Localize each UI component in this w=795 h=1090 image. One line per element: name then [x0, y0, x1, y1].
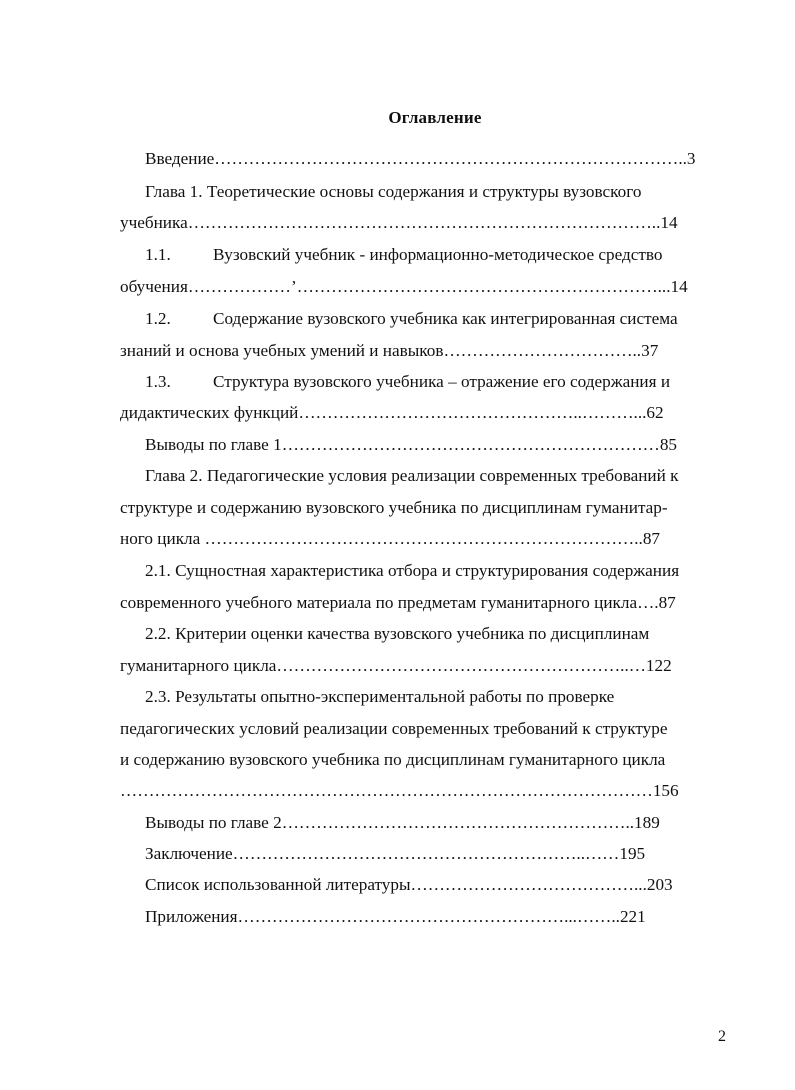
toc-entry-1-3-cont: дидактических функций…………………………………………..………...62 [120, 403, 664, 422]
toc-entry-2-2: 2.2. Критерии оценки качества вузовского учебника по дисциплинам [145, 624, 650, 643]
toc-entry-2-1: 2.1. Сущностная характеристика отбора и структурирования содержания [145, 561, 680, 580]
toc-entry-chapter-2: Глава 2. Педагогические условия реализации современных требований к [145, 466, 679, 485]
toc-entry-1-3-title: Структура вузовского учебника – отражение его содержания и [213, 372, 671, 391]
toc-entry-2-3: 2.3. Результаты опытно-экспериментальной работы по проверке [145, 687, 615, 706]
toc-entry-introduction: Введение………………………………………………………………………..3 [145, 149, 696, 168]
toc-entry-1-1-title: Вузовский учебник - информационно-методическое средство [213, 245, 663, 264]
toc-entry-appendices: Приложения…………………………………………………...……..221 [145, 907, 646, 926]
toc-entry-conclusions-1: Выводы по главе 1…………………………………………………………85 [145, 435, 678, 454]
toc-entry-1-1-cont: обучения………………’………………………………………………………...14 [120, 277, 688, 296]
toc-entry-1-2-title: Содержание вузовского учебника как интегрированная система [213, 309, 678, 328]
toc-entry-2-3-cont-2: и содержанию вузовского учебника по дисциплинам гуманитарного цикла [120, 750, 666, 769]
toc-entry-conclusions-2: Выводы по главе 2……………………………………………………..189 [145, 813, 660, 832]
toc-title: Оглавление [388, 108, 482, 127]
toc-entry-conclusion: Заключение……………………………………………………..……195 [145, 844, 646, 863]
toc-entry-2-3-cont-3: …………………………………………………………………………………156 [120, 781, 679, 800]
toc-entry-chapter-1: Глава 1. Теоретические основы содержания и структуры вузовского [145, 182, 642, 201]
toc-entry-1-3-number: 1.3. [145, 372, 171, 391]
toc-entry-1-2-cont: знаний и основа учебных умений и навыков……………………………..37 [120, 341, 659, 360]
toc-entry-2-2-cont: гуманитарного цикла……………………………………………………..…122 [120, 656, 672, 675]
toc-entry-2-3-cont-1: педагогических условий реализации современных требований к структуре [120, 719, 668, 738]
toc-entry-chapter-1-cont: учебника………………………………………………………………………..14 [120, 213, 678, 232]
toc-entry-chapter-2-cont-1: структуре и содержанию вузовского учебника по дисциплинам гуманитар- [120, 498, 668, 517]
toc-entry-bibliography: Список использованной литературы…………………………………...203 [145, 875, 673, 894]
toc-entry-1-1-number: 1.1. [145, 245, 171, 264]
toc-entry-chapter-2-cont-2: ного цикла …………………………………………………………………..87 [120, 529, 661, 548]
toc-entry-2-1-cont: современного учебного материала по предметам гуманитарного цикла….87 [120, 593, 676, 612]
toc-entry-1-2-number: 1.2. [145, 309, 171, 328]
page-number: 2 [718, 1028, 726, 1045]
